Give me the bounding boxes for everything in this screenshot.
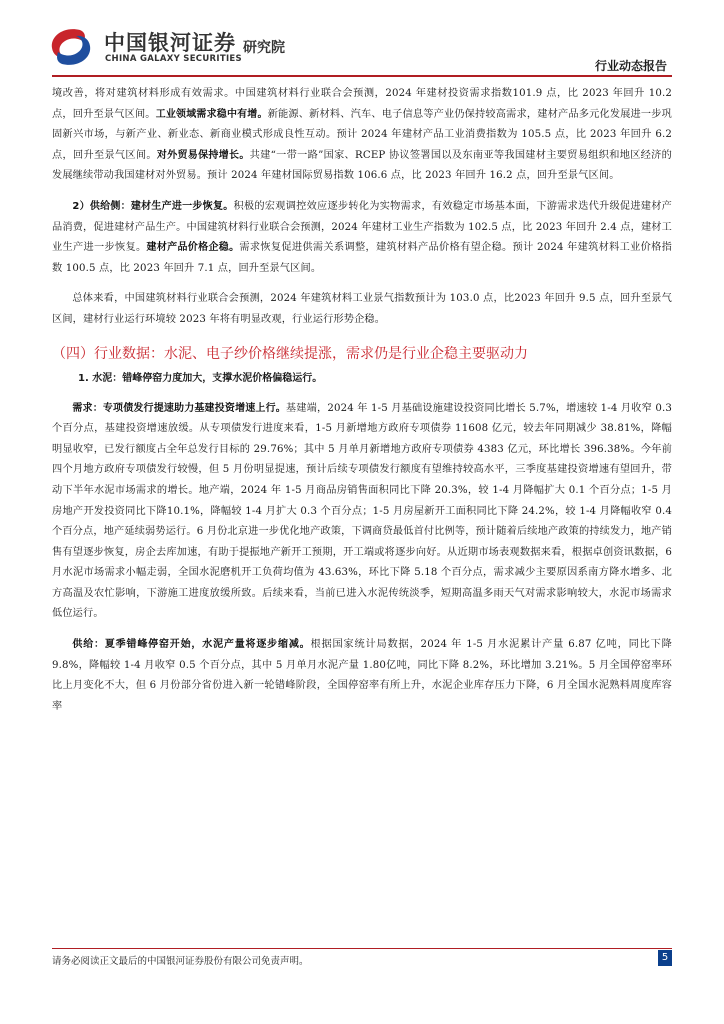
- bold-lead-text: 工业领域需求稳中有增。: [155, 108, 268, 120]
- paragraph-cement-demand: [52, 399, 672, 626]
- body-text: 总体来看，中国建筑材料行业联合会预测，2024 年建筑材料工业景气指数预计为 103.0 点，比2023 年回升 9.5 点，回升至景气区间，建材行业运行环境较 2023 年将有明显改观，行业运行形势企稳。: [52, 293, 672, 325]
- page-header: [0, 0, 724, 80]
- paragraph-cement-supply: [52, 635, 672, 717]
- brand-name-en: CHINA GALAXY SECURITIES: [105, 54, 242, 64]
- subsection-title-cement: 1. 水泥：错峰停窑力度加大，支撑水泥价格偏稳运行。: [78, 372, 323, 384]
- footer-divider: [52, 948, 672, 949]
- body-text: 积极的宏观调控效应逐步转化为实物需求，有效稳定市场基本面，下游需求迭代升级促进建材产品消费，促进建材产品生产。中国建筑材料行业联合会预测，2024 年建材工业生产指数为 102.5 点，比 2023 年回升 2.4 点，建材工业生产进一步恢复。: [52, 200, 673, 254]
- brand-name-cn: 中国银河证券: [104, 31, 236, 55]
- page-number: 5: [658, 950, 672, 966]
- body-text: 境改善，将对建筑材料形成有效需求。中国建筑材料行业联合会预测，2024 年建材投资需求指数101.9 点，比 2023 年回升 10.2 点，回升至景气区间。: [52, 88, 672, 120]
- document-body: [52, 84, 672, 717]
- bold-lead-text: 需求：专项债发行提速助力基建投资增速上行。: [72, 402, 286, 414]
- galaxy-logo-icon: [46, 24, 96, 70]
- disclaimer-note: 请务必阅读正文最后的中国银河证券股份有限公司免责声明。: [52, 956, 309, 967]
- bold-lead-text: 供给：夏季错峰停窑开始，水泥产量将逐步缩减。: [72, 639, 311, 651]
- body-text: 新能源、新材料、汽车、电子信息等产业仍保持较高需求，建材产品多元化发展进一步巩固新兴市场，与新产业、新业态、新商业模式形成良性互动。预计 2024 年建材产品工业消费指数为 105.5 点，比 2023 年回升 6.2 点，回升至景气区间。: [52, 108, 673, 161]
- paragraph-summary: [52, 289, 672, 330]
- research-institute-label: 研究院: [243, 40, 285, 56]
- body-text: 共建“一带一路”国家、RCEP 协议签署国以及东南亚等我国建材主要贸易组织和地区经济的发展继续带动我国建材对外贸易。预计 2024 年建材国际贸易指数 106.6 点，比 2023 年回升 16.2 点，回升至景气区间。: [52, 149, 673, 182]
- header-divider: [52, 75, 672, 77]
- paragraph-demand-outlook: [52, 84, 672, 187]
- report-type-label: 行业动态报告: [594, 59, 667, 73]
- body-text: 根据国家统计局数据，2024 年 1-5 月水泥累计产量 6.87 亿吨，同比下降 9.8%，降幅较 1-4 月收窄 0.5 个百分点，其中 5 月单月水泥产量 1.80亿吨，同比下降 8.2%，环比增加 3.21%。5 月全国停窑率环比上月变化不大，但 6 月份部分省份进入新一轮错峰阶段，全国停窑率有所上升，水泥企业库存压力下降，6 月全国水泥熟料周度库容率: [52, 639, 672, 712]
- body-text: 需求恢复促进供需关系调整，建筑材料产品价格有望企稳。预计 2024 年建筑材料工业价格指数 100.5 点，比 2023 年回升 7.1 点，回升至景气区间。: [52, 242, 673, 274]
- section-title: （四）行业数据：水泥、电子纱价格继续提涨，需求仍是行业企稳主要驱动力: [52, 345, 528, 362]
- bold-lead-text: 2）供给侧：建材生产进一步恢复。: [72, 200, 234, 212]
- bold-lead-text: 对外贸易保持增长。: [156, 149, 250, 161]
- body-text: 基建端，2024 年 1-5 月基础设施建设投资同比增长 5.7%，增速较 1-4 月收窄 0.3 个百分点，基建投资增速放缓。从专项债发行进度来看，1-5 月新增地方政府专项债券 11608 亿元，较去年同期减少 38.81%，降幅明显收窄，已发行额度占全年总发行目标的 29.76%；其中 5 月单月新增地方政府专项债券 4383 亿元，环比增长 396.38%。今年前四个月地方政府专项债发行较慢，但 5 月份明显提速，预计后续专项债发行额度有望维持较高水平，三季度基建投资增速有望回升，带动下半年水泥市场需求的增长。地产端，2024 年 1-5 月商品房销售面积同比下降 20.3%，较 1-4 月降幅扩大 0.1 个百分点；1-5 月房地产开发投资同比下降10.1%，降幅较 1-4 月扩大 0.3 个百分点；1-5 月房屋新开工面积同比下降 24.2%，较 1-4 月降幅收窄 0.4 个百分点，地产延续弱势运行。6 月份北京进一步优化地产政策，下调商贷最低首付比例等，预计随着后续地产政策的持续发力，地产销售有望逐步恢复，房企去库加速，有助于提振地产新开工预期，开工端或将逐步向好。从近期市场表观数据来看，根据卓创资讯数据，6 月水泥市场需求小幅走弱，全国水泥磨机开工负荷均值为 43.63%，环比下降 5.18 个百分点，需求减少主要原因系南方降水增多、北方高温及农忙影响，下游施工进度放缓所致。后续来看，当前已进入水泥传统淡季，短期高温多雨天气对需求影响较大，水泥市场需求低位运行。: [52, 402, 672, 620]
- bold-lead-text: 建材产品价格企稳。: [146, 242, 240, 254]
- paragraph-supply-side: [52, 197, 672, 279]
